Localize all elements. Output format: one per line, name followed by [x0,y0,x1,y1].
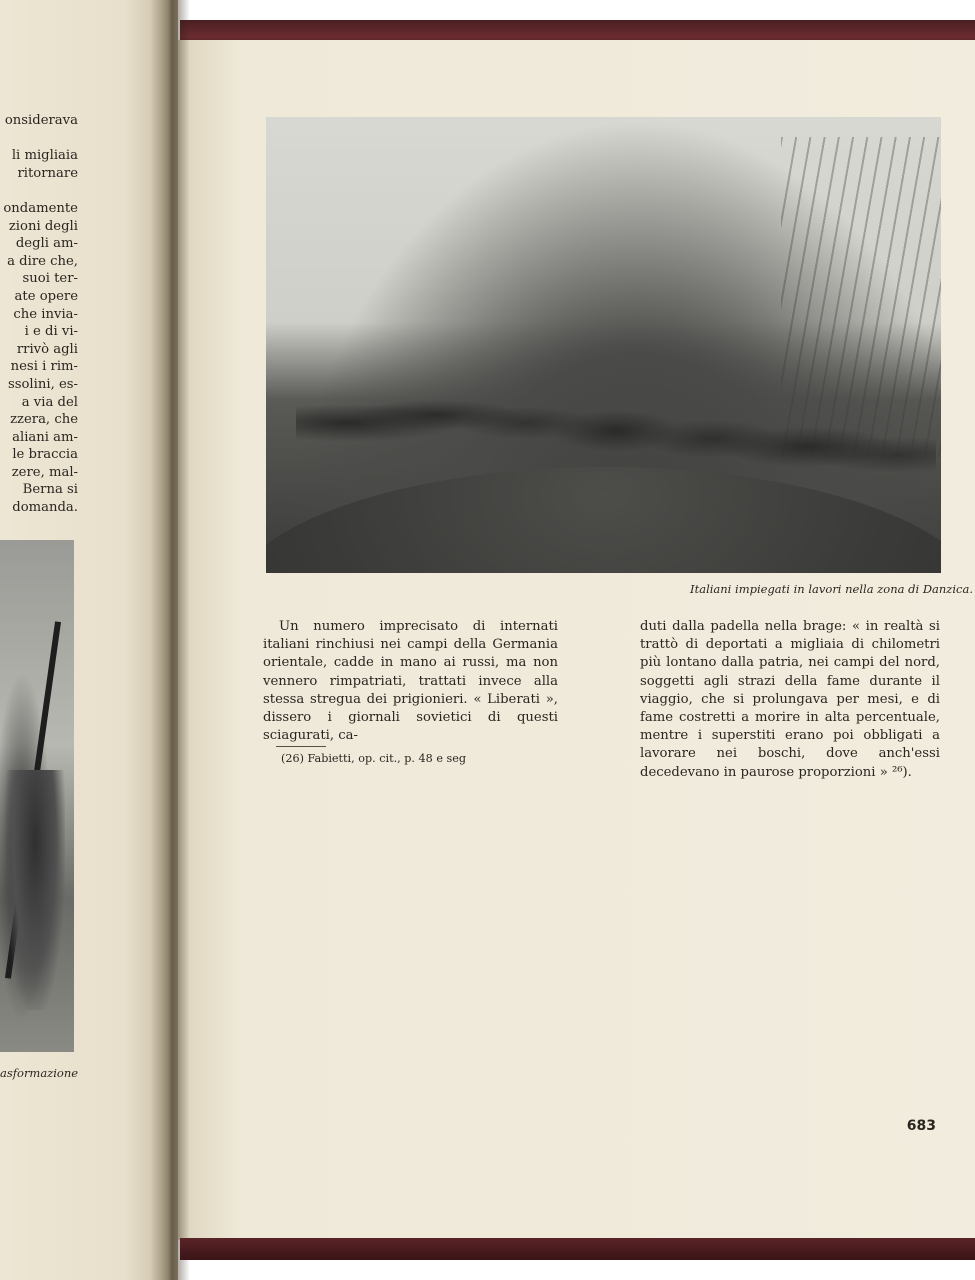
left-page-text [0,112,78,517]
left-page-line [0,182,78,200]
left-page-line: domanda. [12,500,78,516]
left-page-line: le braccia [12,447,78,463]
left-page-line: che invia- [13,306,78,322]
photo-figures [5,770,65,1010]
left-page-line [0,130,78,148]
left-page-line: a dire che, [7,253,78,269]
footnote-rule [276,746,326,747]
left-page-line: ritornare [17,165,78,181]
book-cover-bottom-edge [180,1238,975,1260]
left-page-line: Berna si [22,482,78,498]
left-page-line: suoi ter- [22,271,78,287]
left-page-line: aliani am- [12,429,78,445]
left-page-line: nesi i rim- [10,359,78,375]
book-gutter [150,0,190,1280]
left-page-line: rrivò agli [16,341,78,357]
left-photo-caption: asformazione [0,1066,79,1080]
left-page-line: i e di vi- [24,324,78,340]
left-page-line: ate opere [14,288,78,304]
left-page-line: degli am- [15,236,78,252]
footnote: (26) Fabietti, op. cit., p. 48 e seg [281,752,467,765]
left-page-line: zioni degli [8,218,78,234]
page-number: 683 [906,1118,936,1134]
body-column-right: duti dalla padella nella brage: « in realtà si trattò di deportati a migliaia di chilometri più lontano dalla patria, nei campi del nord, soggetti agli strazi della fame durante il viaggio, che si prolungava per mesi, e di fame costretti a morire in alta percentuale, mentre i superstiti erano poi obbligati a lavorare nei boschi, dove anch'essi decedevano in paurose proporzioni » ²⁶). [640,619,940,780]
left-page-line: ssolini, es- [7,376,78,392]
photo-caption: Italiani impiegati in lavori nella zona di Danzica. [690,582,973,596]
left-page-photo [0,540,74,1052]
main-photo [266,117,941,573]
left-page-line: ondamente [3,200,78,216]
left-page-line: onsiderava [4,113,78,128]
left-page-line: zere, mal- [11,464,78,480]
left-page-line: a via del [21,394,78,410]
photo-workers [296,327,936,487]
left-page-line: zzera, che [10,412,78,428]
body-column-left: Un numero imprecisato di internati italiani rinchiusi nei campi della Germania orientale, cadde in mano ai russi, ma non vennero rimpatriati, trattati invece alla stessa stregua dei prigionieri. « Liberati », dissero i giornali sovietici di questi sciagurati, ca- [263,619,558,744]
left-page-line: li migliaia [11,148,78,164]
